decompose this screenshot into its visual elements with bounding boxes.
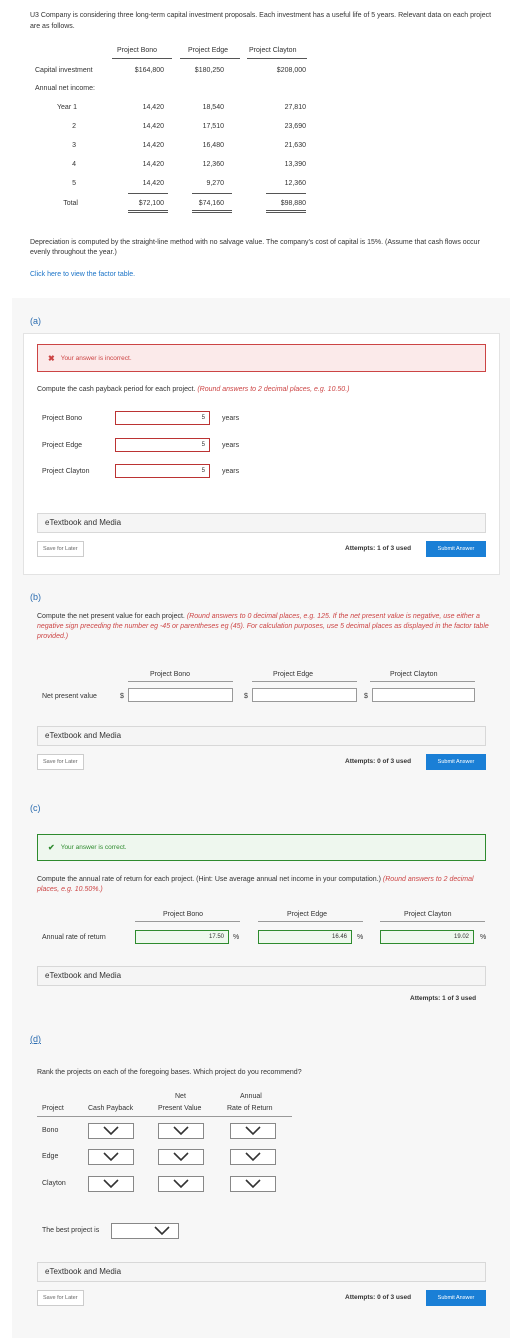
table-cell: 14,420: [142, 123, 164, 130]
npv-input-edge[interactable]: [252, 688, 357, 702]
year-label: 4: [72, 161, 76, 168]
unit-years: years: [222, 468, 240, 475]
rank-header-npv-1: Net: [175, 1093, 186, 1100]
header-underline: [180, 58, 240, 59]
submit-answer-button[interactable]: Submit Answer: [426, 541, 486, 557]
rank-select-payback-clayton[interactable]: [88, 1176, 134, 1192]
header-underline: [135, 921, 240, 922]
currency-symbol: $: [244, 693, 248, 700]
col-header-clayton: Project Clayton: [249, 47, 297, 54]
rank-select-npv-bono[interactable]: [158, 1123, 204, 1139]
chevron-down-icon: [245, 1126, 261, 1136]
table-cell: 14,420: [142, 161, 164, 168]
npv-row-label: Net present value: [42, 693, 97, 700]
payback-input-bono[interactable]: 5: [115, 411, 210, 425]
submit-answer-button[interactable]: Submit Answer: [426, 754, 486, 770]
etextbook-media-b[interactable]: eTextbook and Media: [37, 726, 486, 746]
arr-header-edge: Project Edge: [287, 911, 328, 918]
year-label: 2: [72, 123, 76, 130]
attempts-count: Attempts: 0 of 3 used: [345, 1294, 412, 1301]
submit-answer-button[interactable]: Submit Answer: [426, 1290, 486, 1306]
double-line: [266, 210, 306, 211]
checkmark-icon: ✔: [48, 843, 55, 852]
rank-header-payback: Cash Payback: [88, 1105, 134, 1112]
chevron-down-icon: [245, 1179, 261, 1189]
rank-select-npv-clayton[interactable]: [158, 1176, 204, 1192]
capital-bono: $164,800: [134, 67, 164, 74]
header-underline: [380, 921, 485, 922]
arr-input-edge[interactable]: 16.46: [258, 930, 352, 944]
capital-clayton: $208,000: [276, 67, 306, 74]
save-for-later-button[interactable]: Save for Later: [37, 754, 84, 770]
header-underline: [258, 921, 363, 922]
best-project-select[interactable]: [111, 1223, 179, 1239]
prompt-text: Compute the net present value for each project.: [37, 613, 185, 620]
total-clayton: $98,880: [280, 200, 306, 207]
chevron-down-icon: [154, 1226, 170, 1236]
problem-intro: U3 Company is considering three long-term capital investment proposals. Each investment has a useful life of 5 years. Relevant data on each project are as follows.: [30, 12, 492, 30]
rank-project-edge: Edge: [42, 1153, 59, 1160]
prompt-instruction: (Round answers to 0 decimal places, e.g. 125. If the net present value is negative, use either a negative sign preceding the number eg -45 or parentheses eg (45). For calculation purposes, use 5 decimal places as displayed in the factor table provided.): [37, 613, 489, 640]
rank-select-arr-bono[interactable]: [230, 1123, 276, 1139]
x-icon: ✖: [48, 353, 55, 363]
alert-text: Your answer is correct.: [60, 844, 127, 851]
arr-input-bono[interactable]: 17.50: [135, 930, 229, 944]
rank-select-payback-bono[interactable]: [88, 1123, 134, 1139]
table-cell: 9,270: [206, 180, 224, 187]
arr-row-label: Annual rate of return: [42, 934, 106, 941]
col-header-edge: Project Edge: [188, 47, 229, 54]
double-line: [266, 212, 306, 213]
double-line: [192, 210, 232, 211]
year-label: Year 1: [57, 104, 77, 111]
factor-table-link[interactable]: Click here to view the factor table.: [30, 271, 136, 278]
total-edge: $74,160: [198, 200, 224, 207]
prompt-instruction: (Round answers to 2 decimal places, e.g. 10.50.): [197, 386, 350, 393]
header-underline: [128, 681, 233, 682]
double-line: [192, 212, 232, 213]
part-c-prompt: [37, 875, 492, 895]
prompt-text: Compute the annual rate of return for each project. (Hint: Use average annual net income in your computation.): [37, 876, 381, 883]
double-line: [128, 212, 168, 213]
npv-header-bono: Project Bono: [150, 671, 191, 678]
payback-label-bono: Project Bono: [42, 415, 83, 422]
table-cell: 14,420: [142, 180, 164, 187]
total-line: [128, 193, 168, 194]
total-line: [192, 193, 232, 194]
table-cell: 21,630: [284, 142, 306, 149]
best-project-label: The best project is: [42, 1227, 100, 1234]
col-header-bono: Project Bono: [117, 47, 158, 54]
percent-sign: %: [480, 934, 487, 941]
payback-input-clayton[interactable]: 5: [115, 464, 210, 478]
save-for-later-button[interactable]: Save for Later: [37, 541, 84, 557]
part-a-label: (a): [30, 316, 41, 326]
header-underline: [370, 681, 475, 682]
part-d-label: (d): [30, 1034, 41, 1044]
prompt-text: Compute the cash payback period for each project.: [37, 386, 196, 393]
header-underline: [247, 58, 307, 59]
arr-header-clayton: Project Clayton: [404, 911, 452, 918]
arr-input-clayton[interactable]: 19.02: [380, 930, 474, 944]
year-label: 3: [72, 142, 76, 149]
table-cell: 18,540: [202, 104, 224, 111]
correct-alert: [37, 834, 486, 861]
save-for-later-button[interactable]: Save for Later: [37, 1290, 84, 1306]
prompt-instruction: (Round answers to 2 decimal places, e.g. 10.50%.): [37, 876, 474, 893]
header-underline: [37, 1116, 292, 1117]
npv-header-edge: Project Edge: [273, 671, 314, 678]
header-underline: [112, 58, 172, 59]
rank-select-arr-clayton[interactable]: [230, 1176, 276, 1192]
percent-sign: %: [357, 934, 364, 941]
npv-input-clayton[interactable]: [372, 688, 475, 702]
rank-select-arr-edge[interactable]: [230, 1149, 276, 1165]
chevron-down-icon: [173, 1152, 189, 1162]
attempts-count: Attempts: 1 of 3 used: [345, 545, 412, 552]
capital-label: Capital investment: [35, 67, 93, 74]
rank-header-project: Project: [42, 1105, 64, 1112]
rank-header-npv-2: Present Value: [158, 1105, 202, 1112]
table-cell: 23,690: [284, 123, 306, 130]
part-b-label: (b): [30, 592, 41, 602]
payback-label-clayton: Project Clayton: [42, 468, 90, 475]
currency-symbol: $: [120, 693, 124, 700]
npv-input-bono[interactable]: [128, 688, 233, 702]
table-cell: 16,480: [202, 142, 224, 149]
table-cell: 14,420: [142, 104, 164, 111]
year-label: 5: [72, 180, 76, 187]
chevron-down-icon: [103, 1126, 119, 1136]
part-c-label: (c): [30, 803, 41, 813]
total-bono: $72,100: [138, 200, 164, 207]
table-cell: 27,810: [284, 104, 306, 111]
depreciation-note: Depreciation is computed by the straight-line method with no salvage value. The company’s cost of capital is 15%. (Assume that cash flows occur evenly throughout the year.): [30, 239, 480, 256]
unit-years: years: [222, 442, 240, 449]
table-cell: 17,510: [202, 123, 224, 130]
double-line: [128, 210, 168, 211]
arr-header-bono: Project Bono: [163, 911, 204, 918]
part-b-prompt: [37, 612, 492, 642]
payback-input-edge[interactable]: 5: [115, 438, 210, 452]
percent-sign: %: [233, 934, 240, 941]
chevron-down-icon: [245, 1152, 261, 1162]
alert-text: Your answer is incorrect.: [60, 354, 132, 362]
header-underline: [252, 681, 357, 682]
currency-symbol: $: [364, 693, 368, 700]
annual-income-label: Annual net income:: [35, 85, 95, 92]
part-a-prompt: [37, 385, 486, 395]
total-label: Total: [63, 200, 78, 207]
rank-project-clayton: Clayton: [42, 1180, 66, 1187]
npv-header-clayton: Project Clayton: [390, 671, 438, 678]
rank-select-npv-edge[interactable]: [158, 1149, 204, 1165]
rank-project-bono: Bono: [42, 1127, 59, 1134]
rank-header-arr-2: Rate of Return: [227, 1105, 273, 1112]
table-cell: 13,390: [284, 161, 306, 168]
incorrect-alert: [37, 344, 486, 372]
attempts-count: Attempts: 1 of 3 used: [410, 995, 477, 1002]
table-cell: 12,360: [284, 180, 306, 187]
capital-edge: $180,250: [194, 67, 224, 74]
chevron-down-icon: [173, 1179, 189, 1189]
chevron-down-icon: [103, 1179, 119, 1189]
chevron-down-icon: [103, 1152, 119, 1162]
etextbook-media-a[interactable]: eTextbook and Media: [37, 513, 486, 533]
total-line: [266, 193, 306, 194]
chevron-down-icon: [173, 1126, 189, 1136]
table-cell: 14,420: [142, 142, 164, 149]
payback-label-edge: Project Edge: [42, 442, 83, 449]
attempts-count: Attempts: 0 of 3 used: [345, 758, 412, 765]
unit-years: years: [222, 415, 240, 422]
rank-header-arr-1: Annual: [240, 1093, 262, 1100]
etextbook-media-d[interactable]: eTextbook and Media: [37, 1262, 486, 1282]
table-cell: 12,360: [202, 161, 224, 168]
rank-select-payback-edge[interactable]: [88, 1149, 134, 1165]
etextbook-media-c[interactable]: eTextbook and Media: [37, 966, 486, 986]
part-d-prompt: Rank the projects on each of the foregoing bases. Which project do you recommend?: [37, 1069, 302, 1076]
